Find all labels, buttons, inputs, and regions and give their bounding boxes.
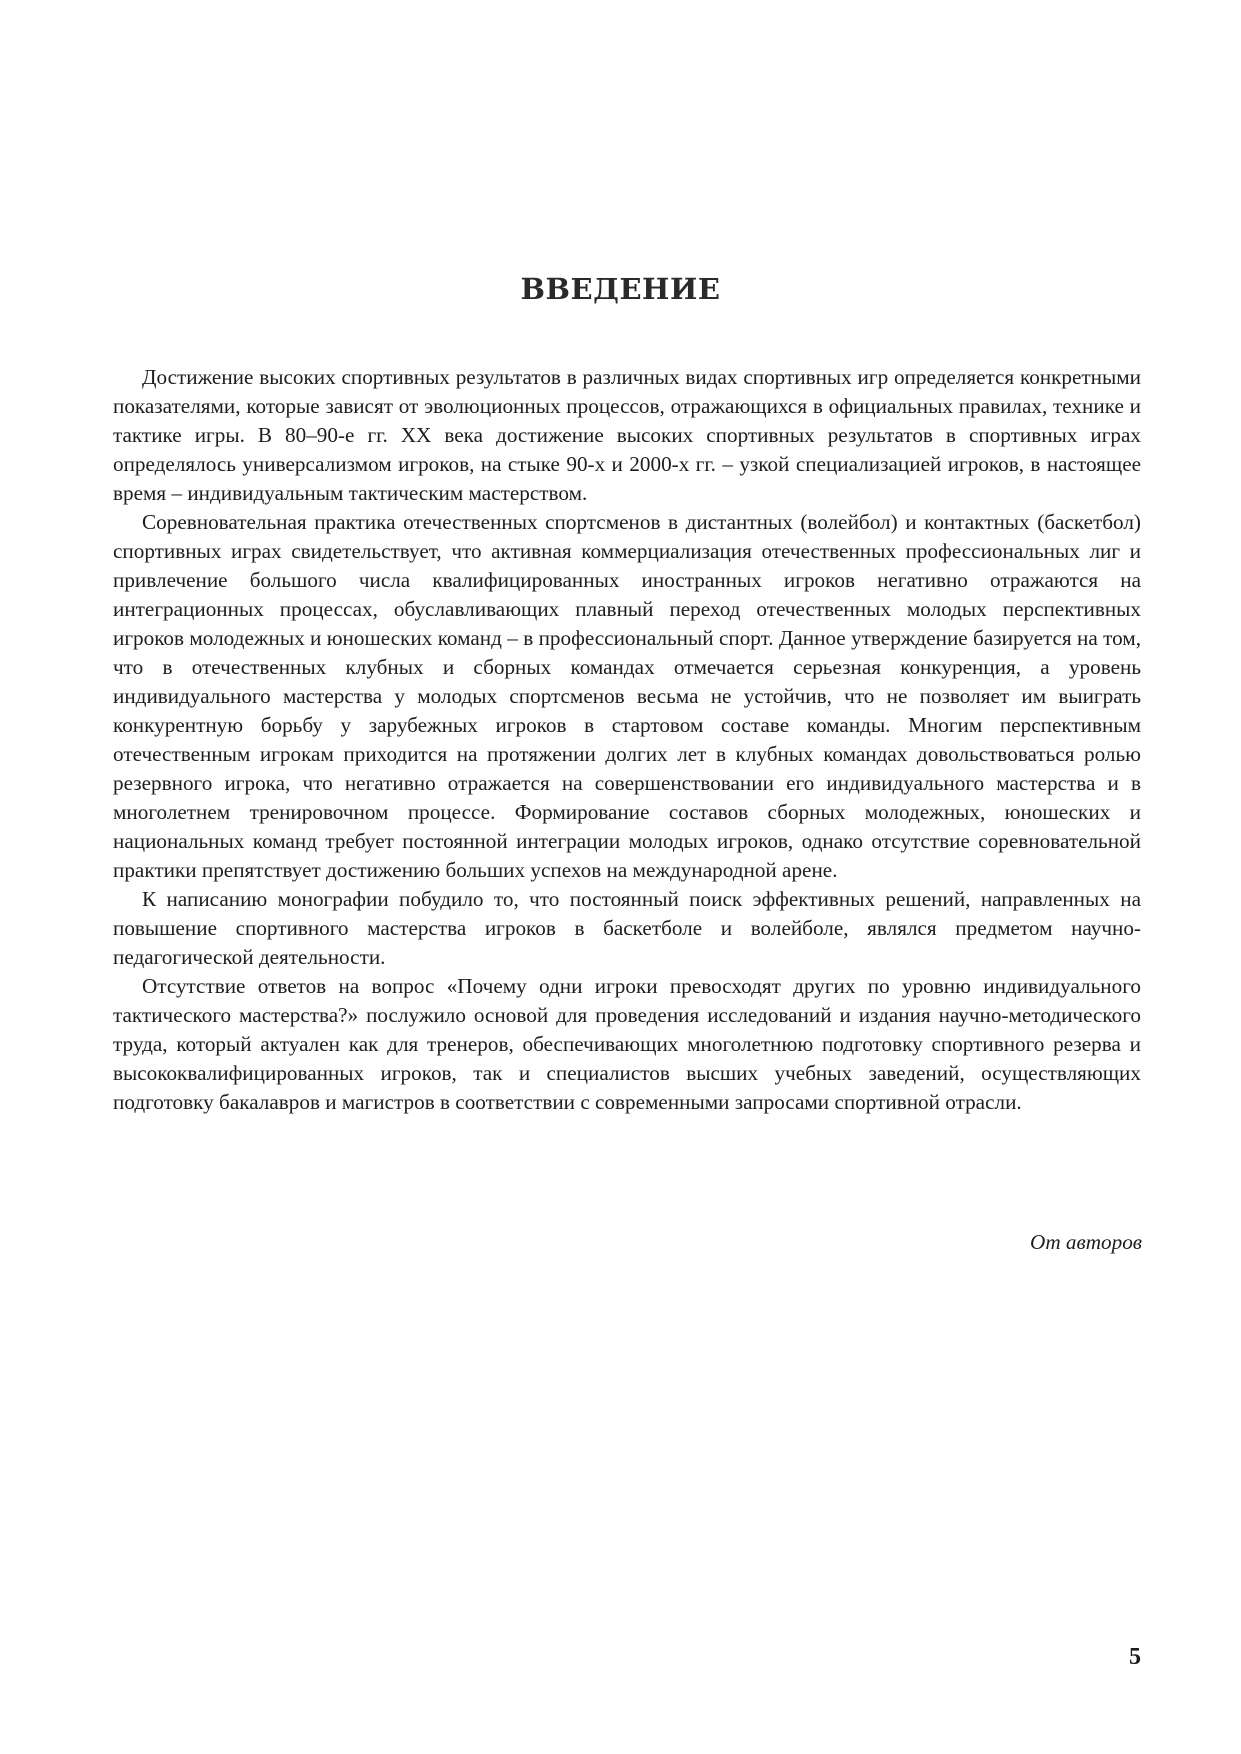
- body-text: [113, 363, 1141, 1117]
- paragraph: Достижение высоких спортивных результатов в различных видах спортивных игр определяется конкретными показателями, которые зависят от эволюционных процессов, отражающихся в официальных правилах, технике и тактике игры. В 80–90-е гг. XX века достижение высоких спортивных результатов в спортивных играх определялось универсализмом игроков, на стыке 90-х и 2000-х гг. – узкой специализацией игроков, в настоящее время – индивидуальным тактическим мастерством.: [113, 365, 1141, 505]
- paragraph: Отсутствие ответов на вопрос «Почему одни игроки превосходят других по уровню индивидуального тактического мастерства?» послужило основой для проведения исследований и издания научно-методического труда, который актуален как для тренеров, обеспечивающих многолетнюю подготовку спортивного резерва и высококвалифицированных игроков, так и специалистов высших учебных заведений, осуществляющих подготовку бакалавров и магистров в соответствии с современными запросами спортивной отрасли.: [113, 974, 1141, 1114]
- signature: От авторов: [1030, 1230, 1142, 1254]
- page-title: ВВЕДЕНИЕ: [520, 272, 721, 306]
- paragraph: Соревновательная практика отечественных спортсменов в дистантных (волейбол) и контактных (баскетбол) спортивных играх свидетельствует, что активная коммерциализация отечественных профессиональных лиг и привлечение большого числа квалифицированных иностранных игроков негативно отражаются на интеграционных процессах, обуславливающих плавный переход отечественных молодых перспективных игроков молодежных и юношеских команд – в профессиональный спорт. Данное утверждение базируется на том, что в отечественных клубных и сборных командах отмечается серьезная конкуренция, а уровень индивидуального мастерства у молодых спортсменов весьма не устойчив, что не позволяет им выиграть конкурентную борьбу у зарубежных игроков в стартовом составе команды. Многим перспективным отечественным игрокам приходится на протяжении долгих лет в клубных командах довольствоваться ролью резервного игрока, что негативно отражается на совершенствовании его индивидуального мастерства и в многолетнем тренировочном процессе. Формирование составов сборных молодежных, юношеских и национальных команд требует постоянной интеграции молодых игроков, однако отсутствие соревновательной практики препятствует достижению больших успехов на международной арене.: [113, 510, 1141, 882]
- paragraph: К написанию монографии побудило то, что постоянный поиск эффективных решений, направленных на повышение спортивного мастерства игроков в баскетболе и волейболе, являлся предметом научно-педагогической деятельности.: [113, 887, 1141, 969]
- page-number: 5: [1129, 1644, 1141, 1670]
